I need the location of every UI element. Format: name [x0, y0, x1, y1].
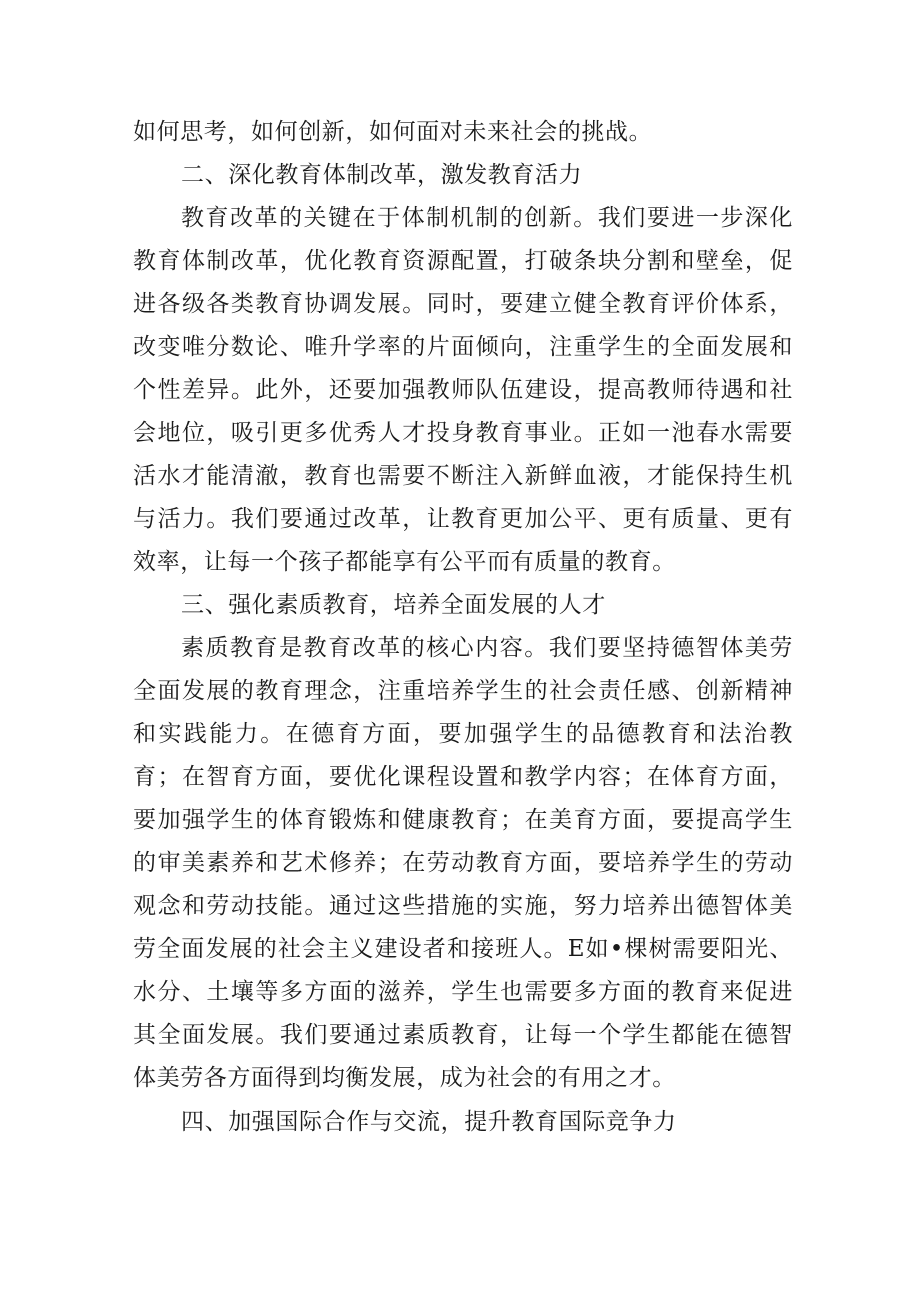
- paragraph-section-3: 素质教育是教育改革的核心内容。我们要坚持德智体美劳全面发展的教育理念，注重培养学生的社会责任感、创新精神和实践能力。在德育方面，要加强学生的品德教育和法治教育；在智育方面，要优化课程设置和教学内容；在体育方面，要加强学生的体育锻炼和健康教育；在美育方面，要提高学生的审美素养和艺术修养；在劳动教育方面，要培养学生的劳动观念和劳动技能。通过这些措施的实施，努力培养出德智体美劳全面发展的社会主义建设者和接班人。E如•棵树需要阳光、水分、土壤等多方面的滋养，学生也需要多方面的教育来促进其全面发展。我们要通过素质教育，让每一个学生都能在德智体美劳各方面得到均衡发展，成为社会的有用之才。: [133, 635, 793, 1091]
- paragraph-continuation: 如何思考，如何创新，如何面对未来社会的挑战。: [133, 119, 653, 145]
- paragraph-section-2: 教育改革的关键在于体制机制的创新。我们要进一步深化教育体制改革，优化教育资源配置，打破条块分割和壁垒，促进各级各类教育协调发展。同时，要建立健全教育评价体系，改变唯分数论、唯升学率的片面倾向，注重学生的全面发展和个性差异。此外，还要加强教师队伍建设，提高教师待遇和社会地位，吸引更多优秀人才投身教育事业。正如一池春水需要活水才能清澈，教育也需要不断注入新鲜血液，才能保持生机与活力。我们要通过改革，让教育更加公平、更有质量、更有效率，让每一个孩子都能享有公平而有质量的教育。: [133, 205, 793, 575]
- section-heading-3: 三、强化素质教育，培养全面发展的人才: [181, 592, 606, 618]
- section-heading-4: 四、加强国际合作与交流，提升教育国际竞争力: [181, 1109, 677, 1135]
- section-heading-2: 二、深化教育体制改革，激发教育活力: [181, 162, 583, 188]
- document-body: [133, 111, 793, 1144]
